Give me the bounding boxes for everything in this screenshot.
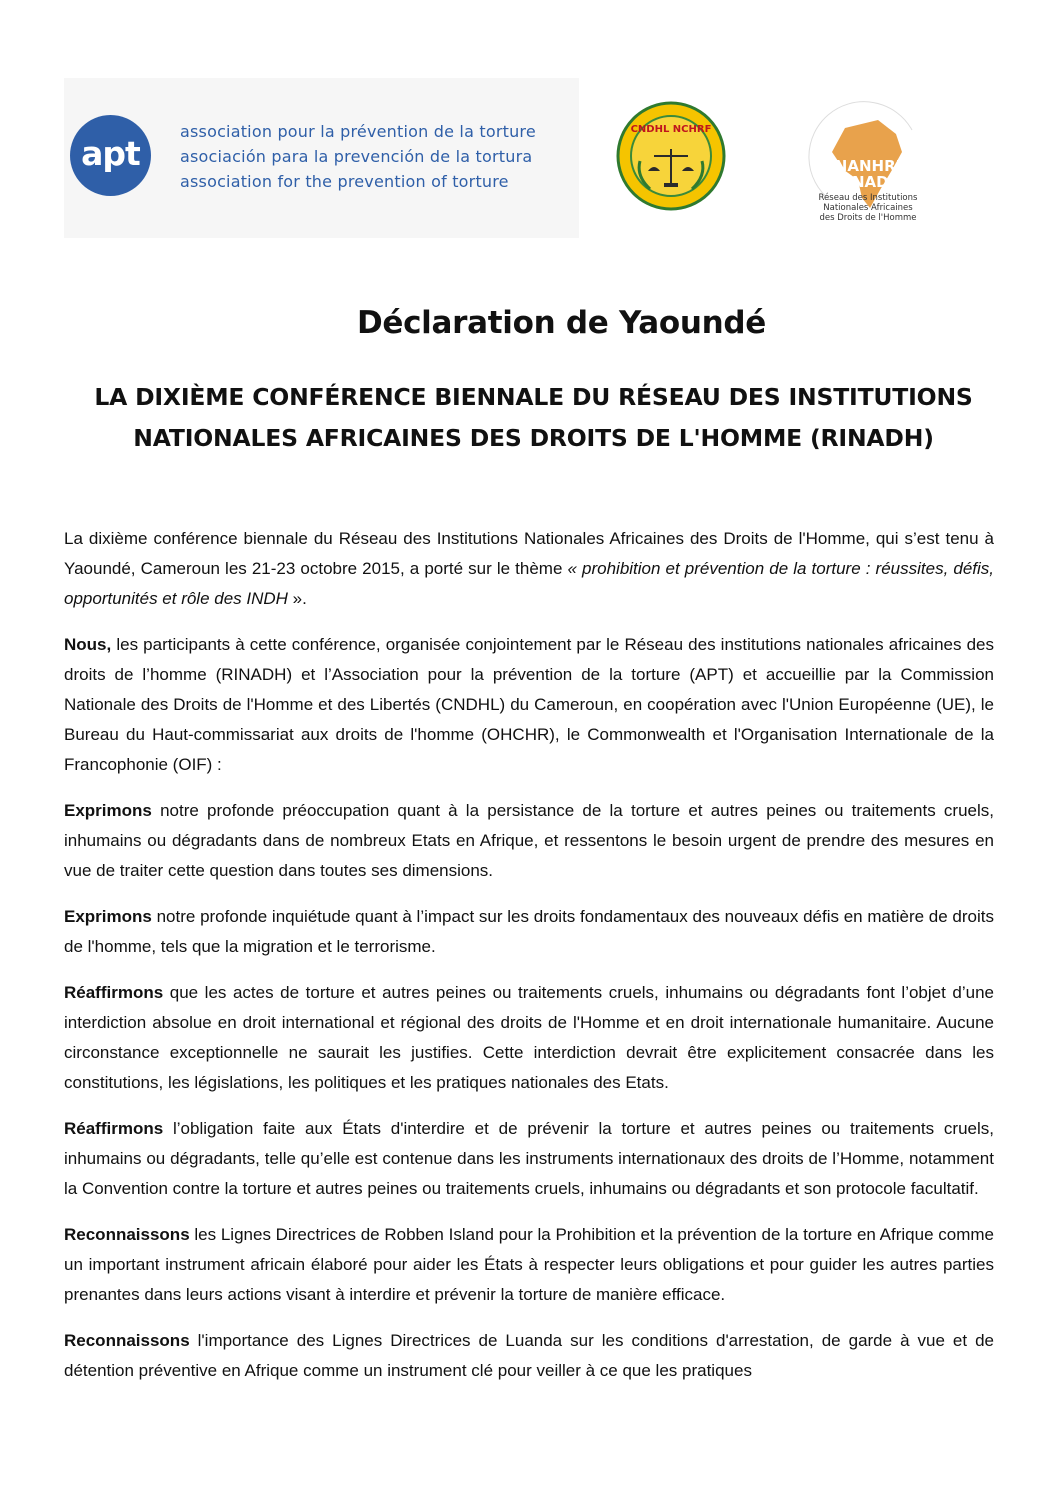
paragraph-text: La dixième conférence biennale du Réseau des Institutions Nationales Africaines des Droits de l'Homme, qui s’est tenu à Yaoundé, Cameroun les 21-23 octobre 2015, a porté sur le thème [64, 529, 994, 578]
nanhri-logo-subtitle: Réseau des Institutions Nationales Africaines des Droits de l'Homme [818, 193, 918, 223]
paragraph-lead: Réaffirmons [64, 1119, 164, 1138]
paragraph-lead: Exprimons [64, 907, 152, 926]
paragraph-lead: Nous, [64, 635, 112, 654]
paragraph-tail: ». [287, 589, 307, 608]
paragraph [64, 1326, 994, 1386]
apt-logo [70, 115, 151, 196]
paragraph-text: que les actes de torture et autres peines ou traitements cruels, inhumains ou dégradants font l’objet d’une interdiction absolue en droit international et régional des droits de l'Homme et en droit internationale humanitaire. Aucune circonstance exceptionnelle ne saurait les justifies. Cette interdiction devrait être explicitement consacrée dans les constitutions, les législations, les politiques et les pratiques nationales des Etats. [64, 983, 994, 1092]
paragraph-lead: Réaffirmons [64, 983, 164, 1002]
apt-name-es: asociación para la prevención de la tortura [180, 147, 533, 166]
paragraph [64, 1114, 994, 1204]
paragraph-text: les participants à cette conférence, organisée conjointement par le Réseau des institutions nationales africaines des droits de l’homme (RINADH) et l’Association pour la prévention de la torture (APT) et accueillie par la Commission Nationale des Droits de l'Homme et des Libertés (CNDHL) du Cameroun, en coopération avec l'Union Européenne (UE), le Bureau du Haut-commissariat aux droits de l'homme (OHCHR), le Commonwealth et l'Organisation Internationale de la Francophonie (OIF) : [64, 635, 994, 774]
paragraph [64, 978, 994, 1098]
paragraph-lead: Exprimons [64, 801, 152, 820]
document-title: Déclaration de Yaoundé [356, 305, 767, 341]
nanhri-logo-title: NANHRI RINADH [834, 157, 902, 191]
paragraph [64, 1220, 994, 1310]
paragraph-lead: Reconnaissons [64, 1225, 190, 1244]
apt-logo-mark: apt [81, 134, 140, 173]
paragraph [64, 524, 994, 614]
paragraph-text: l'importance des Lignes Directrices de Luanda sur les conditions d'arrestation, de garde à vue et de détention préventive en Afrique comme un instrument clé pour veiller à ce que les pratiques [64, 1331, 994, 1380]
paragraph-italic: « prohibition et prévention de la torture : réussites, défis, opportunités et rôle des INDH [64, 559, 994, 608]
document-subtitle: LA DIXIÈME CONFÉRENCE BIENNALE DU RÉSEAU DES INSTITUTIONS NATIONALES AFRICAINES DES DROITS DE L'HOMME (RINADH) [94, 383, 973, 452]
paragraph-text: les Lignes Directrices de Robben Island pour la Prohibition et la prévention de la torture en Afrique comme un important instrument africain élaboré pour aider les États à respecter leurs obligations et pour guider les autres parties prenantes dans leurs actions visant à interdire et prévenir la torture de manière efficace. [64, 1225, 994, 1304]
paragraph [64, 630, 994, 780]
document-body [64, 524, 994, 1402]
apt-logo-text [180, 119, 536, 194]
cndhl-seal-logo [616, 101, 726, 211]
apt-name-fr: association pour la prévention de la torture [180, 122, 536, 141]
paragraph [64, 902, 994, 962]
paragraph-text: notre profonde inquiétude quant à l’impact sur les droits fondamentaux des nouveaux défis en matière de droits de l'homme, tels que la migration et le terrorisme. [64, 907, 994, 956]
paragraph-lead: Reconnaissons [64, 1331, 190, 1350]
cndhl-seal-label: CNDHL NCHRF [630, 124, 712, 135]
apt-name-en: association for the prevention of torture [180, 172, 509, 191]
paragraph [64, 796, 994, 886]
paragraph-text: notre profonde préoccupation quant à la persistance de la torture et autres peines ou traitements cruels, inhumains ou dégradants dans de nombreux Etats en Afrique, et ressentons le besoin urgent de prendre des mesures en vue de traiter cette question dans toutes ses dimensions. [64, 801, 994, 880]
paragraph-text: l’obligation faite aux États d'interdire et de prévenir la torture et autres peines ou traitements cruels, inhumains ou dégradants, telle qu’elle est contenue dans les instruments internationaux des droits de l’Homme, notamment la Convention contre la torture et autres peines ou traitements cruels, inhumains ou dégradants et son protocole facultatif. [64, 1119, 994, 1198]
